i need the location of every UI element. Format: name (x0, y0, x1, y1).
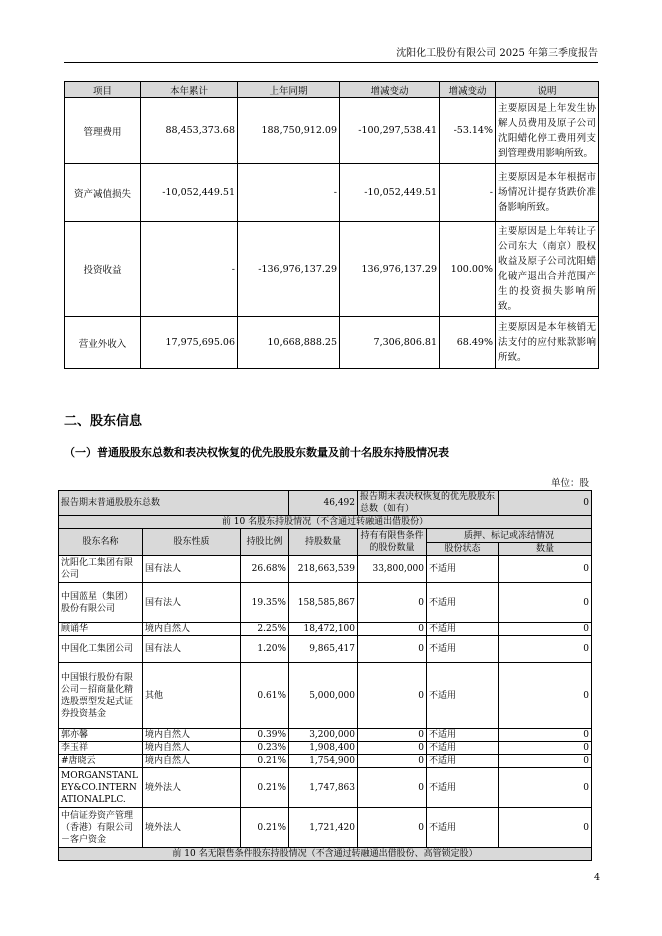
table-row (59, 755, 592, 768)
holder-restricted: 0 (358, 623, 427, 636)
holder-status: 不适用 (427, 663, 499, 729)
prior-cell: - (238, 164, 340, 222)
preferred-holders-value: 0 (499, 491, 592, 516)
col-note: 说明 (496, 82, 599, 98)
note-cell: 主要原因是上年转让子公司东大（南京）股权收益及原子公司沈阳蜡化破产退出合并范围产生的投资损失影响所致。 (496, 222, 599, 317)
pct-cell: 100.00% (440, 222, 496, 317)
prior-cell: 188,750,912.09 (238, 98, 340, 164)
holder-quantity: 0 (499, 623, 592, 636)
col-item: 项目 (65, 82, 141, 98)
holder-restricted: 0 (358, 583, 427, 623)
header-quantity: 数量 (499, 543, 592, 556)
total-shareholders-label: 报告期末普通股股东总数 (59, 491, 289, 516)
holder-nature: 境内自然人 (143, 742, 241, 755)
item-cell: 投资收益 (65, 222, 141, 317)
table-row (65, 98, 599, 164)
holder-quantity: 0 (499, 808, 592, 848)
holder-ratio: 19.35% (241, 583, 289, 623)
holder-status: 不适用 (427, 556, 499, 583)
holder-quantity: 0 (499, 768, 592, 808)
holder-quantity: 0 (499, 742, 592, 755)
holder-nature: 国有法人 (143, 583, 241, 623)
note-cell: 主要原因是上年发生协解人员费用及原子公司沈阳蜡化停工费用列支到管理费用影响所致。 (496, 98, 599, 164)
prior-cell: 10,668,888.25 (238, 317, 340, 369)
holder-nature: 其他 (143, 663, 241, 729)
holder-status: 不适用 (427, 808, 499, 848)
expense-header-row (65, 82, 599, 98)
holder-ratio: 26.68% (241, 556, 289, 583)
change-cell: -10,052,449.51 (340, 164, 440, 222)
current-cell: -10,052,449.51 (141, 164, 238, 222)
pct-cell: - (440, 164, 496, 222)
item-cell: 管理费用 (65, 98, 141, 164)
table-row (65, 164, 599, 222)
holder-status: 不适用 (427, 729, 499, 742)
header-shares: 持股数量 (289, 529, 358, 556)
holder-ratio: 0.21% (241, 755, 289, 768)
col-current: 本年累计 (141, 82, 238, 98)
expense-change-table (64, 81, 599, 369)
page-number: 4 (593, 872, 600, 883)
holder-shares: 18,472,100 (289, 623, 358, 636)
holder-ratio: 2.25% (241, 623, 289, 636)
holder-name: 郭亦馨 (59, 729, 143, 742)
header-name: 股东名称 (59, 529, 143, 556)
holder-shares: 1,747,863 (289, 768, 358, 808)
holder-ratio: 0.23% (241, 742, 289, 755)
preferred-holders-label: 报告期末表决权恢复的优先股股东总数（如有） (358, 491, 499, 516)
holder-name: 中国银行股份有限公司－招商量化精选股票型发起式证券投资基金 (59, 663, 143, 729)
holder-nature: 境内自然人 (143, 729, 241, 742)
holder-name: 李玉祥 (59, 742, 143, 755)
table-row (59, 663, 592, 729)
holder-name: 中信证券资产管理（香港）有限公司－客户资金 (59, 808, 143, 848)
header-ratio: 持股比例 (241, 529, 289, 556)
header-nature: 股东性质 (143, 529, 241, 556)
shareholder-header-row (59, 529, 592, 543)
holder-shares: 158,585,867 (289, 583, 358, 623)
header-pledge: 质押、标记或冻结情况 (427, 529, 592, 543)
holder-status: 不适用 (427, 636, 499, 663)
holder-shares: 3,200,000 (289, 729, 358, 742)
holder-status: 不适用 (427, 755, 499, 768)
total-shareholders-value: 46,492 (289, 491, 358, 516)
holder-quantity: 0 (499, 663, 592, 729)
holder-ratio: 1.20% (241, 636, 289, 663)
holder-status: 不适用 (427, 742, 499, 755)
holder-restricted: 0 (358, 663, 427, 729)
holder-quantity: 0 (499, 636, 592, 663)
unrestricted-title: 前 10 名无限售条件股东持股情况（不含通过转融通出借股份、高管锁定股） (59, 848, 592, 861)
holder-shares: 9,865,417 (289, 636, 358, 663)
holder-quantity: 0 (499, 583, 592, 623)
holder-restricted: 0 (358, 768, 427, 808)
prior-cell: -136,976,137.29 (238, 222, 340, 317)
holder-nature: 国有法人 (143, 636, 241, 663)
change-cell: 7,306,806.81 (340, 317, 440, 369)
shareholder-total-row (59, 491, 592, 516)
holder-name: 沈阳化工集团有限公司 (59, 556, 143, 583)
subsection-title: （一）普通股股东总数和表决权恢复的优先股股东数量及前十名股东持股情况表 (64, 446, 449, 459)
table-row (65, 317, 599, 369)
pct-cell: 68.49% (440, 317, 496, 369)
holder-nature: 国有法人 (143, 556, 241, 583)
holder-status: 不适用 (427, 583, 499, 623)
holder-restricted: 0 (358, 808, 427, 848)
current-cell: 17,975,695.06 (141, 317, 238, 369)
table-row (59, 636, 592, 663)
holder-shares: 1,721,420 (289, 808, 358, 848)
change-cell: -100,297,538.41 (340, 98, 440, 164)
header-divider (64, 62, 598, 63)
change-cell: 136,976,137.29 (340, 222, 440, 317)
holder-name: 中国蓝星（集团）股份有限公司 (59, 583, 143, 623)
table-row (59, 623, 592, 636)
holder-nature: 境外法人 (143, 808, 241, 848)
holder-ratio: 0.39% (241, 729, 289, 742)
holder-restricted: 0 (358, 755, 427, 768)
holder-status: 不适用 (427, 768, 499, 808)
holder-restricted: 33,800,000 (358, 556, 427, 583)
current-cell: - (141, 222, 238, 317)
unrestricted-title-row (59, 848, 592, 861)
header-status: 股份状态 (427, 543, 499, 556)
table-row (59, 768, 592, 808)
holder-shares: 218,663,539 (289, 556, 358, 583)
holder-restricted: 0 (358, 729, 427, 742)
note-cell: 主要原因是本年核销无法支付的应付账款影响所致。 (496, 317, 599, 369)
holder-restricted: 0 (358, 636, 427, 663)
holder-name: MORGANSTANLEY&CO.INTERNATIONALPLC. (59, 768, 143, 808)
table-row (59, 729, 592, 742)
top10-title-row (59, 516, 592, 529)
header-restricted: 持有有限售条件的股份数量 (358, 529, 427, 556)
table-row (59, 742, 592, 755)
holder-shares: 1,908,400 (289, 742, 358, 755)
top10-title: 前 10 名股东持股情况（不含通过转融通出借股份） (59, 516, 592, 529)
shareholder-table (58, 490, 592, 861)
holder-ratio: 0.21% (241, 768, 289, 808)
holder-quantity: 0 (499, 755, 592, 768)
holder-restricted: 0 (358, 742, 427, 755)
holder-ratio: 0.61% (241, 663, 289, 729)
holder-nature: 境内自然人 (143, 755, 241, 768)
pct-cell: -53.14% (440, 98, 496, 164)
holder-name: 中国化工集团公司 (59, 636, 143, 663)
item-cell: 营业外收入 (65, 317, 141, 369)
holder-shares: 1,754,900 (289, 755, 358, 768)
holder-name: #唐晓云 (59, 755, 143, 768)
col-prior: 上年同期 (238, 82, 340, 98)
holder-quantity: 0 (499, 556, 592, 583)
holder-nature: 境外法人 (143, 768, 241, 808)
col-change: 增减变动 (340, 82, 440, 98)
current-cell: 88,453,373.68 (141, 98, 238, 164)
holder-shares: 5,000,000 (289, 663, 358, 729)
holder-nature: 境内自然人 (143, 623, 241, 636)
holder-status: 不适用 (427, 623, 499, 636)
table-row (59, 583, 592, 623)
holder-quantity: 0 (499, 729, 592, 742)
note-cell: 主要原因是本年根据市场情况计提存货跌价准备影响所致。 (496, 164, 599, 222)
table-row (59, 556, 592, 583)
col-change-pct: 增减变动 (440, 82, 496, 98)
page-header: 沈阳化工股份有限公司 2025 年第三季度报告 (396, 48, 598, 59)
holder-name: 顾诵华 (59, 623, 143, 636)
section-title: 二、股东信息 (64, 414, 143, 429)
table-row (59, 808, 592, 848)
item-cell: 资产减值损失 (65, 164, 141, 222)
unit-label: 单位：股 (550, 478, 589, 489)
holder-ratio: 0.21% (241, 808, 289, 848)
table-row (65, 222, 599, 317)
